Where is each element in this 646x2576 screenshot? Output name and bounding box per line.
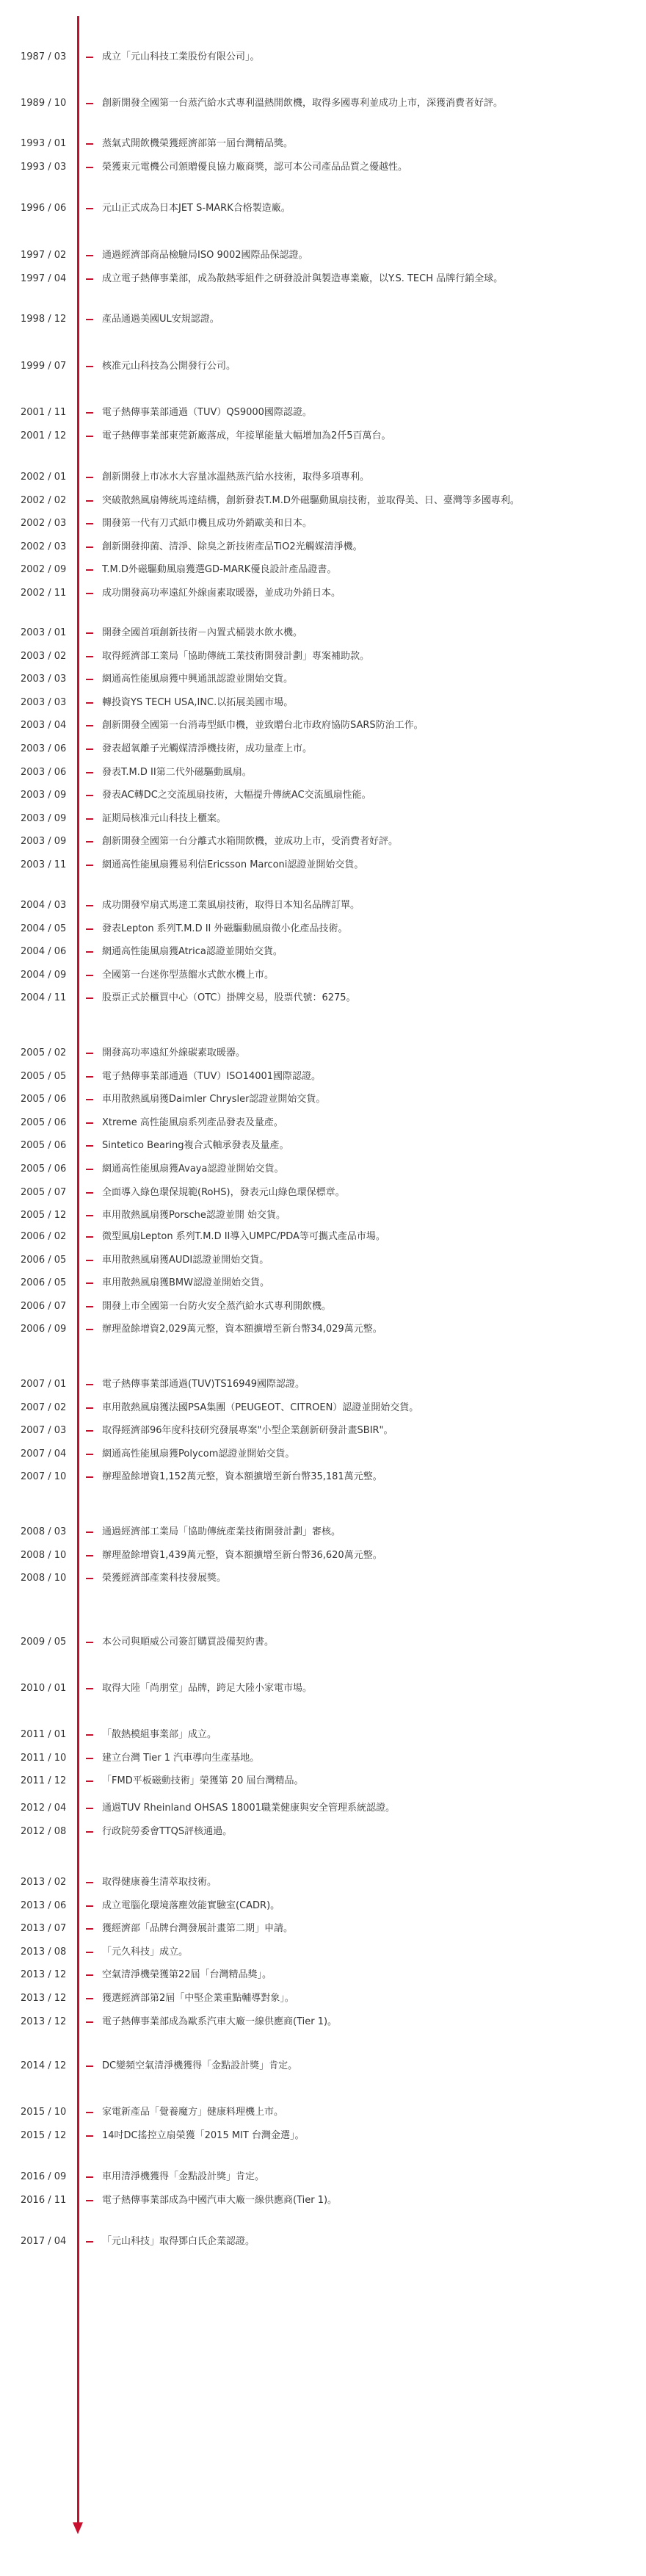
timeline-tick bbox=[86, 795, 93, 796]
timeline-entry bbox=[0, 1470, 646, 1484]
timeline-tick bbox=[86, 1531, 93, 1533]
timeline-date: 2013 / 08 bbox=[21, 1946, 67, 1958]
timeline-date: 2004 / 05 bbox=[21, 923, 67, 934]
timeline-event-text: 微型風扇Lepton 系列T.M.D II導入UMPC/PDA等可攜式產品市場。 bbox=[102, 1231, 385, 1242]
timeline-entry bbox=[0, 991, 646, 1006]
timeline-entry bbox=[0, 922, 646, 937]
timeline-entry bbox=[0, 429, 646, 444]
timeline-tick bbox=[86, 975, 93, 976]
timeline-event-text: 電子熱傳事業部通過(TUV)TS16949國際認證。 bbox=[102, 1379, 305, 1390]
timeline-entry bbox=[0, 2059, 646, 2074]
timeline-date: 2003 / 09 bbox=[21, 790, 67, 801]
timeline-tick bbox=[86, 2021, 93, 2023]
timeline-entry bbox=[0, 812, 646, 826]
timeline-date: 2007 / 04 bbox=[21, 1448, 67, 1460]
timeline-tick bbox=[86, 523, 93, 524]
timeline-date: 1987 / 03 bbox=[21, 51, 67, 62]
timeline-entry bbox=[0, 248, 646, 263]
timeline-tick bbox=[86, 1831, 93, 1833]
timeline-event-text: 開發全國首項創新技術－內置式桶裝水飲水機。 bbox=[102, 627, 303, 638]
timeline-event-text: 電子熱傳事業部成為中國汽車大廠一線供應商(Tier 1)。 bbox=[102, 2194, 338, 2206]
timeline-event-text: 全國第一台迷你型蒸餾水式飲水機上市。 bbox=[102, 969, 275, 981]
timeline-event-text: 辦理盈餘增資1,439萬元整，資本額擴增至新台幣36,620萬元整。 bbox=[102, 1549, 382, 1561]
timeline-entry bbox=[0, 2129, 646, 2143]
timeline-tick bbox=[86, 1555, 93, 1556]
timeline-tick bbox=[86, 1099, 93, 1100]
timeline-entry bbox=[0, 137, 646, 151]
timeline-event-text: 取得健康養生清萃取技術。 bbox=[102, 1877, 217, 1888]
timeline-event-text: 通過TUV Rheinland OHSAS 18001職業健康與安全管理系統認證。 bbox=[102, 1803, 395, 1814]
timeline-tick bbox=[86, 1642, 93, 1643]
timeline-event-text: 「元山科技」取得鄧白氏企業認證。 bbox=[102, 2236, 255, 2247]
timeline-tick bbox=[86, 1329, 93, 1330]
timeline-entry bbox=[0, 272, 646, 286]
timeline-tick bbox=[86, 951, 93, 953]
timeline-event-text: T.M.D外磁驅動風扇獲選GD-MARK優良設計產品證書。 bbox=[102, 564, 337, 576]
timeline-event-text: 「散熱模組事業部」成立。 bbox=[102, 1729, 217, 1740]
timeline-entry bbox=[0, 742, 646, 757]
timeline-tick bbox=[86, 1260, 93, 1261]
timeline-entry bbox=[0, 1825, 646, 1839]
timeline-date: 2004 / 06 bbox=[21, 946, 67, 958]
timeline-event-text: 電子熱傳事業部東莞新廠落成，年接單能量大幅增加為2仟5百萬台。 bbox=[102, 430, 391, 441]
timeline-entry bbox=[0, 626, 646, 641]
timeline-entry bbox=[0, 696, 646, 710]
timeline-tick bbox=[86, 1998, 93, 1999]
timeline-date: 2005 / 06 bbox=[21, 1140, 67, 1152]
timeline-date: 2006 / 09 bbox=[21, 1324, 67, 1335]
timeline-event-text: 成功開發窄扇式馬達工業風扇技術，取得日本知名品牌訂單。 bbox=[102, 900, 360, 911]
timeline-entry bbox=[0, 1186, 646, 1200]
timeline-entry bbox=[0, 1774, 646, 1789]
timeline-date: 2002 / 09 bbox=[21, 564, 67, 576]
timeline-date: 2014 / 12 bbox=[21, 2060, 67, 2071]
timeline-tick bbox=[86, 103, 93, 104]
timeline-entry bbox=[0, 96, 646, 111]
timeline-event-text: 行政院勞委會TTQS評核通過。 bbox=[102, 1825, 233, 1837]
timeline-event-text: 轉投資YS TECH USA,INC.以拓展美國市場。 bbox=[102, 696, 294, 708]
timeline-tick bbox=[86, 1928, 93, 1930]
timeline-tick bbox=[86, 2200, 93, 2201]
timeline-event-text: 通過經濟部商品檢驗局ISO 9002國際品保認證。 bbox=[102, 250, 308, 261]
timeline-entry bbox=[0, 359, 646, 374]
timeline-entry bbox=[0, 2234, 646, 2249]
timeline-date: 2003 / 04 bbox=[21, 720, 67, 732]
timeline-tick bbox=[86, 841, 93, 843]
timeline-tick bbox=[86, 1781, 93, 1782]
timeline-tick bbox=[86, 2176, 93, 2178]
timeline-date: 2003 / 01 bbox=[21, 627, 67, 638]
timeline-date: 2013 / 12 bbox=[21, 1969, 67, 1981]
timeline-event-text: 元山正式成為日本JET S-MARK合格製造廠。 bbox=[102, 203, 291, 214]
timeline-entry bbox=[0, 1253, 646, 1268]
timeline-event-text: 電子熱傳事業部成為歐系汽車大廠一線供應商(Tier 1)。 bbox=[102, 2016, 338, 2027]
timeline-entry bbox=[0, 50, 646, 65]
timeline-date: 2011 / 12 bbox=[21, 1775, 67, 1787]
timeline-date: 2002 / 11 bbox=[21, 588, 67, 599]
timeline-event-text: 發表AC轉DC之交流風扇技術，大幅提升傳統AC交流風扇性能。 bbox=[102, 790, 371, 801]
timeline-event-text: 車用散熱風扇獲BMW認證並開始交貨。 bbox=[102, 1277, 269, 1289]
timeline-date: 2003 / 03 bbox=[21, 674, 67, 685]
timeline-event-text: 核准元山科技為公開發行公司。 bbox=[102, 361, 236, 372]
timeline-entry bbox=[0, 1945, 646, 1960]
timeline-event-text: 開發第一代有刀式紙巾機且成功外銷歐美和日本。 bbox=[102, 518, 313, 530]
timeline-event-text: 發表超氧離子光觸媒清淨機技術，成功量產上市。 bbox=[102, 743, 313, 754]
timeline-tick bbox=[86, 546, 93, 548]
timeline-date: 2003 / 09 bbox=[21, 812, 67, 824]
timeline-tick bbox=[86, 1053, 93, 1054]
timeline-tick bbox=[86, 1236, 93, 1238]
timeline-event-text: 車用散熱風扇獲Daimler Chrysler認證並開始交貨。 bbox=[102, 1094, 326, 1105]
timeline-tick bbox=[86, 278, 93, 280]
timeline-tick bbox=[86, 569, 93, 571]
timeline-tick bbox=[86, 167, 93, 168]
timeline-event-text: 網通高性能風扇獲Polycom認證並開始交貨。 bbox=[102, 1448, 295, 1460]
timeline-entry bbox=[0, 1801, 646, 1816]
timeline-entry bbox=[0, 1875, 646, 1890]
timeline-tick bbox=[86, 865, 93, 866]
timeline-tick bbox=[86, 1306, 93, 1307]
timeline-date: 2003 / 09 bbox=[21, 836, 67, 848]
timeline-event-text: 產品通過美國UL安規認證。 bbox=[102, 314, 219, 325]
timeline-date: 1996 / 06 bbox=[21, 203, 67, 214]
timeline-date: 2006 / 05 bbox=[21, 1277, 67, 1289]
timeline-tick bbox=[86, 208, 93, 209]
timeline-entry bbox=[0, 1230, 646, 1244]
timeline-event-text: 網通高性能風扇獲易利信Ericsson Marconi認證並開始交貨。 bbox=[102, 859, 364, 870]
timeline-date: 2013 / 02 bbox=[21, 1877, 67, 1888]
timeline-event-text: 車用散熱風扇獲Porsche認證並開 始交貨。 bbox=[102, 1210, 286, 1222]
timeline-date: 2006 / 05 bbox=[21, 1254, 67, 1266]
timeline-entry bbox=[0, 1092, 646, 1107]
timeline-entry bbox=[0, 1681, 646, 1696]
timeline-tick bbox=[86, 1808, 93, 1809]
timeline-tick bbox=[86, 57, 93, 58]
timeline-date: 2015 / 12 bbox=[21, 2129, 67, 2141]
timeline-tick bbox=[86, 679, 93, 680]
timeline-entry bbox=[0, 563, 646, 577]
timeline-date: 2007 / 10 bbox=[21, 1471, 67, 1483]
timeline-date: 1993 / 03 bbox=[21, 161, 67, 173]
timeline-tick bbox=[86, 656, 93, 657]
timeline-event-text: 空氣清淨機榮獲第22屆「台灣精品獎」。 bbox=[102, 1969, 272, 1981]
timeline-date: 2011 / 01 bbox=[21, 1729, 67, 1740]
timeline-event-text: 14吋DC搖控立扇榮獲「2015 MIT 台灣金選」。 bbox=[102, 2129, 305, 2141]
timeline-event-text: 榮獲經濟部產業科技發展獎。 bbox=[102, 1573, 227, 1584]
timeline-date: 2003 / 11 bbox=[21, 859, 67, 870]
timeline-tick bbox=[86, 1169, 93, 1170]
timeline-entry bbox=[0, 494, 646, 508]
timeline-tick bbox=[86, 1430, 93, 1432]
timeline-date: 1998 / 12 bbox=[21, 314, 67, 325]
timeline-tick bbox=[86, 1734, 93, 1736]
timeline-entry bbox=[0, 405, 646, 420]
timeline-tick bbox=[86, 1882, 93, 1883]
timeline-tick bbox=[86, 2112, 93, 2113]
timeline-event-text: 取得經濟部工業局「協助傳統工業技術開發計劃」專案補助款。 bbox=[102, 650, 370, 662]
timeline-tick bbox=[86, 366, 93, 367]
timeline-date: 2007 / 02 bbox=[21, 1401, 67, 1413]
timeline-event-text: 成立電腦化環境落塵效能實驗室(CADR)。 bbox=[102, 1899, 280, 1911]
timeline-date: 2013 / 12 bbox=[21, 1993, 67, 2004]
timeline-date: 2016 / 11 bbox=[21, 2194, 67, 2206]
timeline-tick bbox=[86, 1384, 93, 1385]
timeline-event-text: 「元久科技」成立。 bbox=[102, 1946, 189, 1958]
timeline-date: 2006 / 07 bbox=[21, 1300, 67, 1312]
timeline-entry bbox=[0, 765, 646, 780]
timeline-tick bbox=[86, 997, 93, 999]
timeline-tick bbox=[86, 772, 93, 773]
timeline-tick bbox=[86, 436, 93, 437]
timeline-entry bbox=[0, 1424, 646, 1438]
timeline-date: 2005 / 12 bbox=[21, 1210, 67, 1222]
timeline-event-text: 開發上市全國第一台防火安全蒸汽給水式專利開飲機。 bbox=[102, 1300, 332, 1312]
timeline-date: 2015 / 10 bbox=[21, 2107, 67, 2118]
timeline-event-text: 車用散熱風扇獲AUDI認證並開始交貨。 bbox=[102, 1254, 269, 1266]
timeline-date: 2005 / 02 bbox=[21, 1047, 67, 1058]
timeline-tick bbox=[86, 1476, 93, 1478]
timeline-entry bbox=[0, 1635, 646, 1650]
timeline-event-text: 創新開發全國第一台消毒型紙巾機，並致贈台北市政府協防SARS防治工作。 bbox=[102, 720, 424, 732]
timeline-tick bbox=[86, 702, 93, 704]
timeline-entry bbox=[0, 312, 646, 327]
timeline-date: 2001 / 11 bbox=[21, 407, 67, 418]
timeline-event-text: 網通高性能風扇獲中興通訊認證並開始交貨。 bbox=[102, 674, 294, 685]
timeline-entry bbox=[0, 2193, 646, 2208]
timeline-entry bbox=[0, 1208, 646, 1223]
timeline-date: 2008 / 10 bbox=[21, 1549, 67, 1561]
timeline-tick bbox=[86, 1215, 93, 1216]
timeline-event-text: 獲選經濟部第2屆「中堅企業重點輔導對象」。 bbox=[102, 1993, 294, 2004]
timeline-tick bbox=[86, 477, 93, 478]
timeline-tick bbox=[86, 748, 93, 750]
timeline-entry bbox=[0, 1968, 646, 1982]
timeline-date: 1997 / 02 bbox=[21, 250, 67, 261]
timeline-tick bbox=[86, 500, 93, 502]
timeline-tick bbox=[86, 1688, 93, 1689]
timeline-tick bbox=[86, 725, 93, 726]
timeline-date: 1989 / 10 bbox=[21, 98, 67, 109]
timeline-date: 2008 / 03 bbox=[21, 1526, 67, 1537]
timeline-event-text: 網通高性能風扇獲Avaya認證並開始交貨。 bbox=[102, 1163, 284, 1175]
timeline-tick bbox=[86, 818, 93, 820]
timeline-entry bbox=[0, 788, 646, 803]
timeline-entry bbox=[0, 1751, 646, 1766]
timeline-date: 2003 / 02 bbox=[21, 650, 67, 662]
timeline-tick bbox=[86, 1974, 93, 1976]
timeline-date: 2005 / 06 bbox=[21, 1094, 67, 1105]
timeline-entry bbox=[0, 858, 646, 873]
timeline-event-text: 獲經濟部「品牌台灣發展計畫第二期」申請。 bbox=[102, 1923, 294, 1935]
timeline-event-text: 車用清淨機獲得「金點設計獎」肯定。 bbox=[102, 2171, 265, 2182]
timeline-entry bbox=[0, 672, 646, 687]
timeline-date: 1997 / 04 bbox=[21, 273, 67, 284]
timeline-event-text: 股票正式於櫃買中心（OTC）掛牌交易，股票代號：6275。 bbox=[102, 992, 356, 1004]
timeline-tick bbox=[86, 255, 93, 256]
timeline-entry bbox=[0, 1922, 646, 1936]
timeline-event-text: 突破散熱風扇傳統馬達結構，創新發表T.M.D外磁驅動風扇技術，並取得美、日、臺灣等多國專利。 bbox=[102, 494, 520, 506]
timeline-entry bbox=[0, 516, 646, 531]
timeline-event-text: 取得經濟部96年度科技研究發展專案"小型企業創新研發計畫SBIR"。 bbox=[102, 1425, 393, 1437]
timeline-tick bbox=[86, 1076, 93, 1078]
timeline-date: 2012 / 04 bbox=[21, 1803, 67, 1814]
timeline-tick bbox=[86, 2241, 93, 2243]
timeline-entry bbox=[0, 1139, 646, 1153]
timeline-entry bbox=[0, 718, 646, 733]
timeline-tick bbox=[86, 1407, 93, 1409]
timeline-entry bbox=[0, 1571, 646, 1586]
timeline-event-text: 創新開發全國第一台分離式水箱開飲機，並成功上市，受消費者好評。 bbox=[102, 836, 399, 848]
timeline-date: 2001 / 12 bbox=[21, 430, 67, 441]
timeline-entry bbox=[0, 1322, 646, 1337]
timeline-tick bbox=[86, 1454, 93, 1455]
timeline-event-text: 「FMD平板磁動技術」榮獲第 20 屆台灣精品。 bbox=[102, 1775, 304, 1787]
timeline-date: 2005 / 05 bbox=[21, 1070, 67, 1082]
timeline-event-text: 取得大陸「尚朋堂」品牌，跨足大陸小家電市場。 bbox=[102, 1683, 313, 1694]
timeline-event-text: 証期局核准元山科技上櫃案。 bbox=[102, 812, 227, 824]
timeline-date: 2004 / 09 bbox=[21, 969, 67, 981]
timeline-tick bbox=[86, 1282, 93, 1284]
timeline-tick bbox=[86, 1578, 93, 1579]
timeline-event-text: 建立台灣 Tier 1 汽車導向生產基地。 bbox=[102, 1752, 260, 1764]
timeline-entry bbox=[0, 160, 646, 175]
timeline-date: 2004 / 03 bbox=[21, 900, 67, 911]
timeline-event-text: 開發高功率遠紅外線碳素取暖器。 bbox=[102, 1047, 246, 1058]
timeline-entry bbox=[0, 2105, 646, 2120]
timeline-date: 1993 / 01 bbox=[21, 138, 67, 149]
timeline-entry bbox=[0, 1899, 646, 1913]
timeline-tick bbox=[86, 905, 93, 906]
timeline-event-text: 創新開發全國第一台蒸汽給水式專利溫熱開飲機，取得多國專利並成功上市，深獲消費者好評。 bbox=[102, 98, 504, 109]
timeline-date: 2006 / 02 bbox=[21, 1231, 67, 1242]
timeline-tick bbox=[86, 1122, 93, 1124]
timeline-event-text: 電子熱傳事業部通過（TUV）QS9000國際認證。 bbox=[102, 407, 312, 418]
timeline-tick bbox=[86, 1192, 93, 1194]
timeline-entry bbox=[0, 1162, 646, 1177]
timeline-entry bbox=[0, 470, 646, 485]
timeline-date: 2012 / 08 bbox=[21, 1825, 67, 1837]
timeline-tick bbox=[86, 1952, 93, 1953]
timeline-entry bbox=[0, 586, 646, 601]
timeline-tick bbox=[86, 928, 93, 930]
timeline-tick bbox=[86, 1758, 93, 1759]
timeline-event-text: 成立「元山科技工業股份有限公司」。 bbox=[102, 51, 260, 62]
timeline-date: 2003 / 03 bbox=[21, 696, 67, 708]
timeline-event-text: 車用散熱風扇獲法國PSA集團（PEUGEOT、CITROEN）認證並開始交貨。 bbox=[102, 1401, 419, 1413]
timeline-entry bbox=[0, 1525, 646, 1540]
timeline-tick bbox=[86, 143, 93, 145]
timeline-entry bbox=[0, 2015, 646, 2030]
timeline-event-text: 辦理盈餘增資2,029萬元整，資本額擴增至新台幣34,029萬元整。 bbox=[102, 1324, 382, 1335]
timeline-date: 2013 / 12 bbox=[21, 2016, 67, 2027]
timeline-entry bbox=[0, 201, 646, 216]
timeline-date: 2004 / 11 bbox=[21, 992, 67, 1004]
timeline-date: 2005 / 06 bbox=[21, 1116, 67, 1128]
timeline-entry bbox=[0, 540, 646, 555]
timeline-event-text: 網通高性能風扇獲Atrica認證並開始交貨。 bbox=[102, 946, 283, 958]
timeline-tick bbox=[86, 412, 93, 414]
timeline-date: 2003 / 06 bbox=[21, 743, 67, 754]
timeline-event-text: 家電新產品「覺養魔方」健康料理機上市。 bbox=[102, 2107, 284, 2118]
timeline-event-text: 本公司與順威公司簽訂購買設備契約書。 bbox=[102, 1637, 275, 1648]
timeline-tick bbox=[86, 319, 93, 320]
timeline-entry bbox=[0, 1447, 646, 1462]
timeline-date: 2011 / 10 bbox=[21, 1752, 67, 1764]
timeline-entry bbox=[0, 1046, 646, 1061]
timeline-entry bbox=[0, 1069, 646, 1084]
timeline-event-text: 蒸氣式開飲機榮獲經濟部第一屆台灣精品獎。 bbox=[102, 138, 294, 149]
timeline-event-text: 榮獲東元電機公司頒贈優良協力廠商獎，認可本公司產品品質之優越性。 bbox=[102, 161, 408, 173]
timeline-date: 2013 / 07 bbox=[21, 1923, 67, 1935]
timeline-entry bbox=[0, 2170, 646, 2184]
timeline-entry bbox=[0, 1401, 646, 1415]
timeline-entry bbox=[0, 649, 646, 664]
timeline-event-text: 創新開發抑菌、清淨、除臭之新技術產品TiO2光觸媒清淨機。 bbox=[102, 541, 363, 552]
timeline-entry bbox=[0, 1548, 646, 1563]
timeline-date: 2016 / 09 bbox=[21, 2171, 67, 2182]
timeline-date: 2005 / 06 bbox=[21, 1163, 67, 1175]
timeline-date: 2002 / 02 bbox=[21, 494, 67, 506]
timeline-date: 2009 / 05 bbox=[21, 1637, 67, 1648]
timeline-date: 2013 / 06 bbox=[21, 1899, 67, 1911]
timeline-tick bbox=[86, 593, 93, 594]
timeline-event-text: 通過經濟部工業局「協助傳統產業技術開發計劃」審核。 bbox=[102, 1526, 341, 1537]
timeline-entry bbox=[0, 1116, 646, 1130]
timeline-tick bbox=[86, 2135, 93, 2137]
timeline-date: 2017 / 04 bbox=[21, 2236, 67, 2247]
timeline-date: 1999 / 07 bbox=[21, 361, 67, 372]
timeline-entry bbox=[0, 1728, 646, 1742]
timeline-tick bbox=[86, 1905, 93, 1907]
timeline-event-text: 發表T.M.D II第二代外磁驅動風扇。 bbox=[102, 766, 252, 778]
timeline-entry bbox=[0, 945, 646, 959]
timeline-date: 2010 / 01 bbox=[21, 1683, 67, 1694]
timeline-date: 2005 / 07 bbox=[21, 1186, 67, 1198]
timeline-date: 2007 / 01 bbox=[21, 1379, 67, 1390]
timeline-tick bbox=[86, 1145, 93, 1147]
timeline-entry bbox=[0, 1299, 646, 1314]
timeline-event-text: 成功開發高功率遠紅外線鹵素取暖器，並成功外銷日本。 bbox=[102, 588, 341, 599]
timeline-date: 2002 / 03 bbox=[21, 541, 67, 552]
timeline-entry bbox=[0, 1991, 646, 2006]
timeline-date: 2007 / 03 bbox=[21, 1425, 67, 1437]
timeline-event-text: 創新開發上市冰水大容量冰溫熱蒸汽給水技術，取得多項專利。 bbox=[102, 472, 370, 483]
timeline-event-text: 發表Lepton 系列T.M.D II 外磁驅動風扇微小化產品技術。 bbox=[102, 923, 348, 934]
timeline-event-text: Xtreme 高性能風扇系列產品發表及量產。 bbox=[102, 1116, 283, 1128]
timeline-event-text: 成立電子熱傳事業部，成為散熱零組件之研發設計與製造專業廠，以Y.S. TECH 品牌行銷全球。 bbox=[102, 273, 504, 284]
timeline-entry bbox=[0, 968, 646, 983]
timeline-event-text: 辦理盈餘增資1,152萬元整，資本額擴增至新台幣35,181萬元整。 bbox=[102, 1471, 382, 1483]
timeline-event-text: DC變頻空氣清淨機獲得「金點設計獎」肯定。 bbox=[102, 2060, 298, 2071]
timeline-event-text: 全面導入綠色環保規範(RoHS)，發表元山綠色環保標章。 bbox=[102, 1186, 345, 1198]
timeline-entry bbox=[0, 898, 646, 913]
timeline-date: 2008 / 10 bbox=[21, 1573, 67, 1584]
timeline-event-text: Sintetico Bearing複合式軸承發表及量產。 bbox=[102, 1140, 289, 1152]
timeline-entry bbox=[0, 1377, 646, 1392]
timeline-event-text: 電子熱傳事業部通過（TUV）ISO14001國際認證。 bbox=[102, 1070, 322, 1082]
timeline-entry bbox=[0, 834, 646, 849]
timeline-date: 2003 / 06 bbox=[21, 766, 67, 778]
timeline-tick bbox=[86, 632, 93, 634]
timeline-date: 2002 / 03 bbox=[21, 518, 67, 530]
timeline-entry bbox=[0, 1276, 646, 1291]
timeline-date: 2002 / 01 bbox=[21, 472, 67, 483]
timeline-tick bbox=[86, 2066, 93, 2067]
